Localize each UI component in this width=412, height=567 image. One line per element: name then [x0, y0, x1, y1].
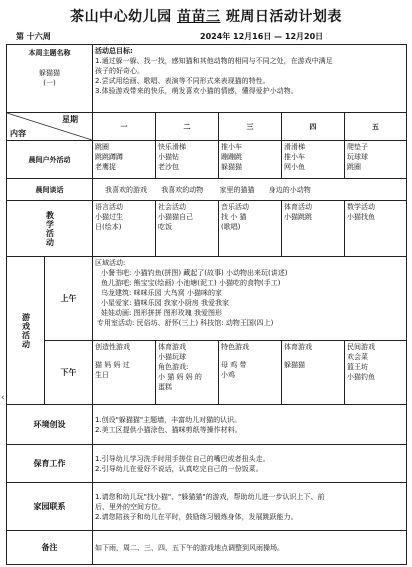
remarks-cell: 如下雨，周二、三、四、五下午的游戏地点调整到风雨操场。 — [93, 531, 407, 565]
cell-text: 1.请您和幼儿玩"找小猫"、"躲猫猫"的游戏，帮助幼儿进一步认识上下、前 — [95, 492, 325, 501]
cell-text: 吃饭 — [158, 223, 172, 231]
area-line: 乌龙建筑: 咪咪乐园 大鸟窝 小猫咪的家 — [101, 289, 223, 297]
cell-text: 小鸡 — [221, 371, 235, 379]
cell-text: 2.美工区提供小猫涂色、猫咪剪纸等操作材料。 — [95, 425, 242, 434]
remarks-row — [7, 531, 407, 565]
cell-text: 体育游戏 — [158, 343, 186, 351]
chevron-left-icon[interactable]: ‹ — [1, 393, 5, 403]
am-label: 上午 — [45, 257, 93, 341]
cell-text: 快乐滑梯 — [158, 143, 186, 151]
theme-cell — [7, 45, 93, 113]
day-friday: 五 — [345, 113, 407, 141]
teaching-row — [7, 201, 407, 257]
cell-text: 跳圈 — [347, 163, 361, 171]
cell-text: 小猫跳跳 — [284, 213, 312, 221]
day-wednesday: 三 — [219, 113, 282, 141]
morning-talk-label: 晨间谈话 — [7, 179, 93, 201]
teaching-cell — [219, 201, 282, 257]
area-line: 小餐书吧: 小猫钓鱼(拼图) 藏起了(故事) 小动物出来玩(讲述) — [101, 269, 288, 277]
talk-item: 我喜欢的动物 — [161, 185, 204, 194]
cell-text: 老沙包 — [158, 163, 179, 171]
weekday-label: 星期 — [62, 115, 78, 124]
outdoor-cell — [282, 141, 345, 179]
cell-text: 篮王坊 — [347, 363, 368, 371]
cell-text: 躲猫猫 — [221, 163, 242, 171]
cell-text: 爬垫子 — [347, 143, 368, 151]
talk-item: 家里的猫猫 — [219, 185, 255, 194]
pm-game-cell — [219, 341, 282, 405]
kindergarten-name: 茶山中心幼儿园 — [70, 9, 172, 25]
morning-talk-cell — [93, 179, 407, 201]
date-range: 2024年 12月16日 — 12月20日 — [200, 32, 324, 41]
cell-text: 生日 — [95, 371, 109, 379]
teaching-cell — [93, 201, 156, 257]
theme-part: (一) — [43, 79, 56, 87]
pm-game-cell — [156, 341, 219, 405]
games-label: 游戏活动 — [21, 312, 31, 349]
outdoor-row — [7, 141, 407, 179]
cell-text: 2.请您陪孩子和幼儿在平时，鼓励练习锻炼身体，发展跳跃能力。 — [95, 512, 298, 521]
cell-text: 日(绘本) — [95, 223, 122, 231]
cell-text: 找 小 猫 — [221, 213, 247, 221]
cell-text: 小猫猫自己 — [158, 213, 193, 221]
cell-text: 1.引导幼儿学习洗手时用手搓住自己的嘴巴或者扭头走。 — [95, 454, 270, 463]
pm-game-cell — [93, 341, 156, 405]
cell-text: 数学活动 — [347, 203, 375, 211]
cell-text: 角色游戏: — [158, 363, 189, 371]
class-name: 苗苗三 — [177, 9, 221, 25]
theme-label: 本周主题名称 — [28, 49, 71, 57]
outdoor-cell — [219, 141, 282, 179]
cell-text: 蛋糕 — [158, 383, 172, 391]
cell-text: 体育游戏 — [284, 343, 312, 351]
cell-text: 小猫玩球 — [158, 353, 186, 361]
cell-text: 网小鱼 — [284, 163, 305, 171]
theme-name: 躲猫猫 — [39, 69, 60, 77]
family-row — [7, 483, 407, 531]
cell-text: 玩球球 — [347, 153, 368, 161]
area-activities-cell — [93, 257, 407, 341]
environment-cell — [93, 405, 407, 445]
cell-text: 特色游戏 — [221, 343, 249, 351]
cell-text: 语言活动 — [95, 203, 123, 211]
cell-text: 推小车 — [284, 153, 305, 161]
games-pm-row — [7, 341, 407, 405]
cell-text: 滑滑梯 — [284, 143, 305, 151]
cell-text: 跳跳蹲蹲 — [95, 153, 123, 161]
area-line: 娃娃动画: 图形拼拼 图形玫瑰 我爱图形 — [101, 309, 223, 317]
teaching-cell — [282, 201, 345, 257]
pm-label: 下午 — [45, 341, 93, 405]
care-cell — [93, 445, 407, 483]
games-am-row — [7, 257, 407, 341]
title-suffix: 班周日活动计划表 — [225, 9, 342, 25]
day-tuesday: 二 — [156, 113, 219, 141]
cell-text: 小猫找鱼 — [347, 213, 375, 221]
day-thursday: 四 — [282, 113, 345, 141]
teaching-label-cell — [7, 201, 93, 257]
outdoor-cell — [156, 141, 219, 179]
remarks-label: 备注 — [7, 531, 93, 565]
teaching-label: 教学活动 — [45, 210, 55, 247]
cell-text: 蹦蹦跳 — [221, 153, 242, 161]
weekday-header-cell — [7, 113, 93, 141]
area-line: 专用室活动: 民俗坊、舒怀(三上) 科技馆: 动物王国(四上) — [97, 319, 274, 327]
care-row — [7, 445, 407, 483]
goal-line: 1.通过躲一躲、找一找，感知猫和其他动物的相同与不同之处，在游戏中满足 — [95, 57, 333, 65]
page-title — [0, 6, 412, 26]
cell-text: 推小车 — [221, 143, 242, 151]
morning-talk-row — [7, 179, 407, 201]
area-line: 小星爱家: 猫咪乐园 我家小厨房 我爱我家 — [101, 299, 230, 307]
cell-text: 民间游戏 — [347, 343, 375, 351]
cell-text: 体育活动 — [284, 203, 312, 211]
environment-label: 环境创设 — [7, 405, 93, 445]
cell-text: 猫 妈 妈 过 — [95, 361, 130, 369]
cell-text: 创造性游戏 — [95, 343, 130, 351]
cell-text: 跳圈 — [95, 143, 109, 151]
teaching-cell — [345, 201, 407, 257]
cell-text: 2.引导幼儿在爱好不说话，认真吃完自己的一份饭菜。 — [95, 464, 263, 473]
pm-game-cell — [282, 341, 345, 405]
weekly-plan-table — [6, 44, 407, 565]
cell-text: 后、里外的空间方位。 — [95, 502, 165, 511]
cell-text: 小猫钻 — [158, 153, 179, 161]
area-title: 区域活动: — [95, 259, 126, 267]
family-label: 家园联系 — [7, 483, 93, 531]
outdoor-cell — [345, 141, 407, 179]
games-label-cell — [7, 257, 45, 405]
area-line: 鱼儿游吧: 熊宝宝(绘画) 小池塘(泥工) 小猫吃的食物(手工) — [101, 279, 281, 287]
week-number: 第 十六周 — [16, 32, 51, 41]
cell-text: (歌唱) — [221, 223, 241, 231]
environment-row — [7, 405, 407, 445]
cell-text: 音乐活动 — [221, 203, 249, 211]
talk-item: 身边的小动物 — [268, 185, 311, 194]
content-label: 内容 — [10, 129, 26, 138]
outdoor-cell — [93, 141, 156, 179]
goal-line: 孩子的好奇心。 — [95, 67, 144, 75]
cell-text: 社会活动 — [158, 203, 186, 211]
teaching-cell — [156, 201, 219, 257]
cell-text: 躲猫猫 — [284, 361, 305, 369]
cell-text: 欢会菜 — [347, 353, 368, 361]
goals-cell — [93, 45, 407, 113]
pm-game-cell — [345, 341, 407, 405]
weekday-header-row — [7, 113, 407, 141]
cell-text: 老鹰捉 — [95, 163, 116, 171]
talk-item: 我喜欢的游戏 — [105, 185, 147, 194]
cell-text: 小 猫 妈 妈 的 — [158, 373, 202, 381]
cell-text: 母 鸡 带 — [221, 361, 247, 369]
day-monday: 一 — [93, 113, 156, 141]
outdoor-label: 晨间户外活动 — [7, 141, 93, 179]
theme-row — [7, 45, 407, 113]
family-cell — [93, 483, 407, 531]
cell-text: 小猫钓鱼 — [347, 373, 375, 381]
cell-text: 小猫过生 — [95, 213, 123, 221]
care-label: 保育工作 — [7, 445, 93, 483]
goal-line: 2.尝试用绘画、歌唱、表演等不同形式来表现猫的特性。 — [95, 77, 270, 85]
cell-text: 1.创设"躲猫猫"主题墙，丰富幼儿对猫的认识。 — [95, 415, 242, 424]
goals-label: 活动总目标: — [95, 47, 133, 55]
goal-line: 3.体验游戏带来的快乐，萌发喜欢小猫的情感，懂得爱护小动物。 — [95, 87, 298, 95]
